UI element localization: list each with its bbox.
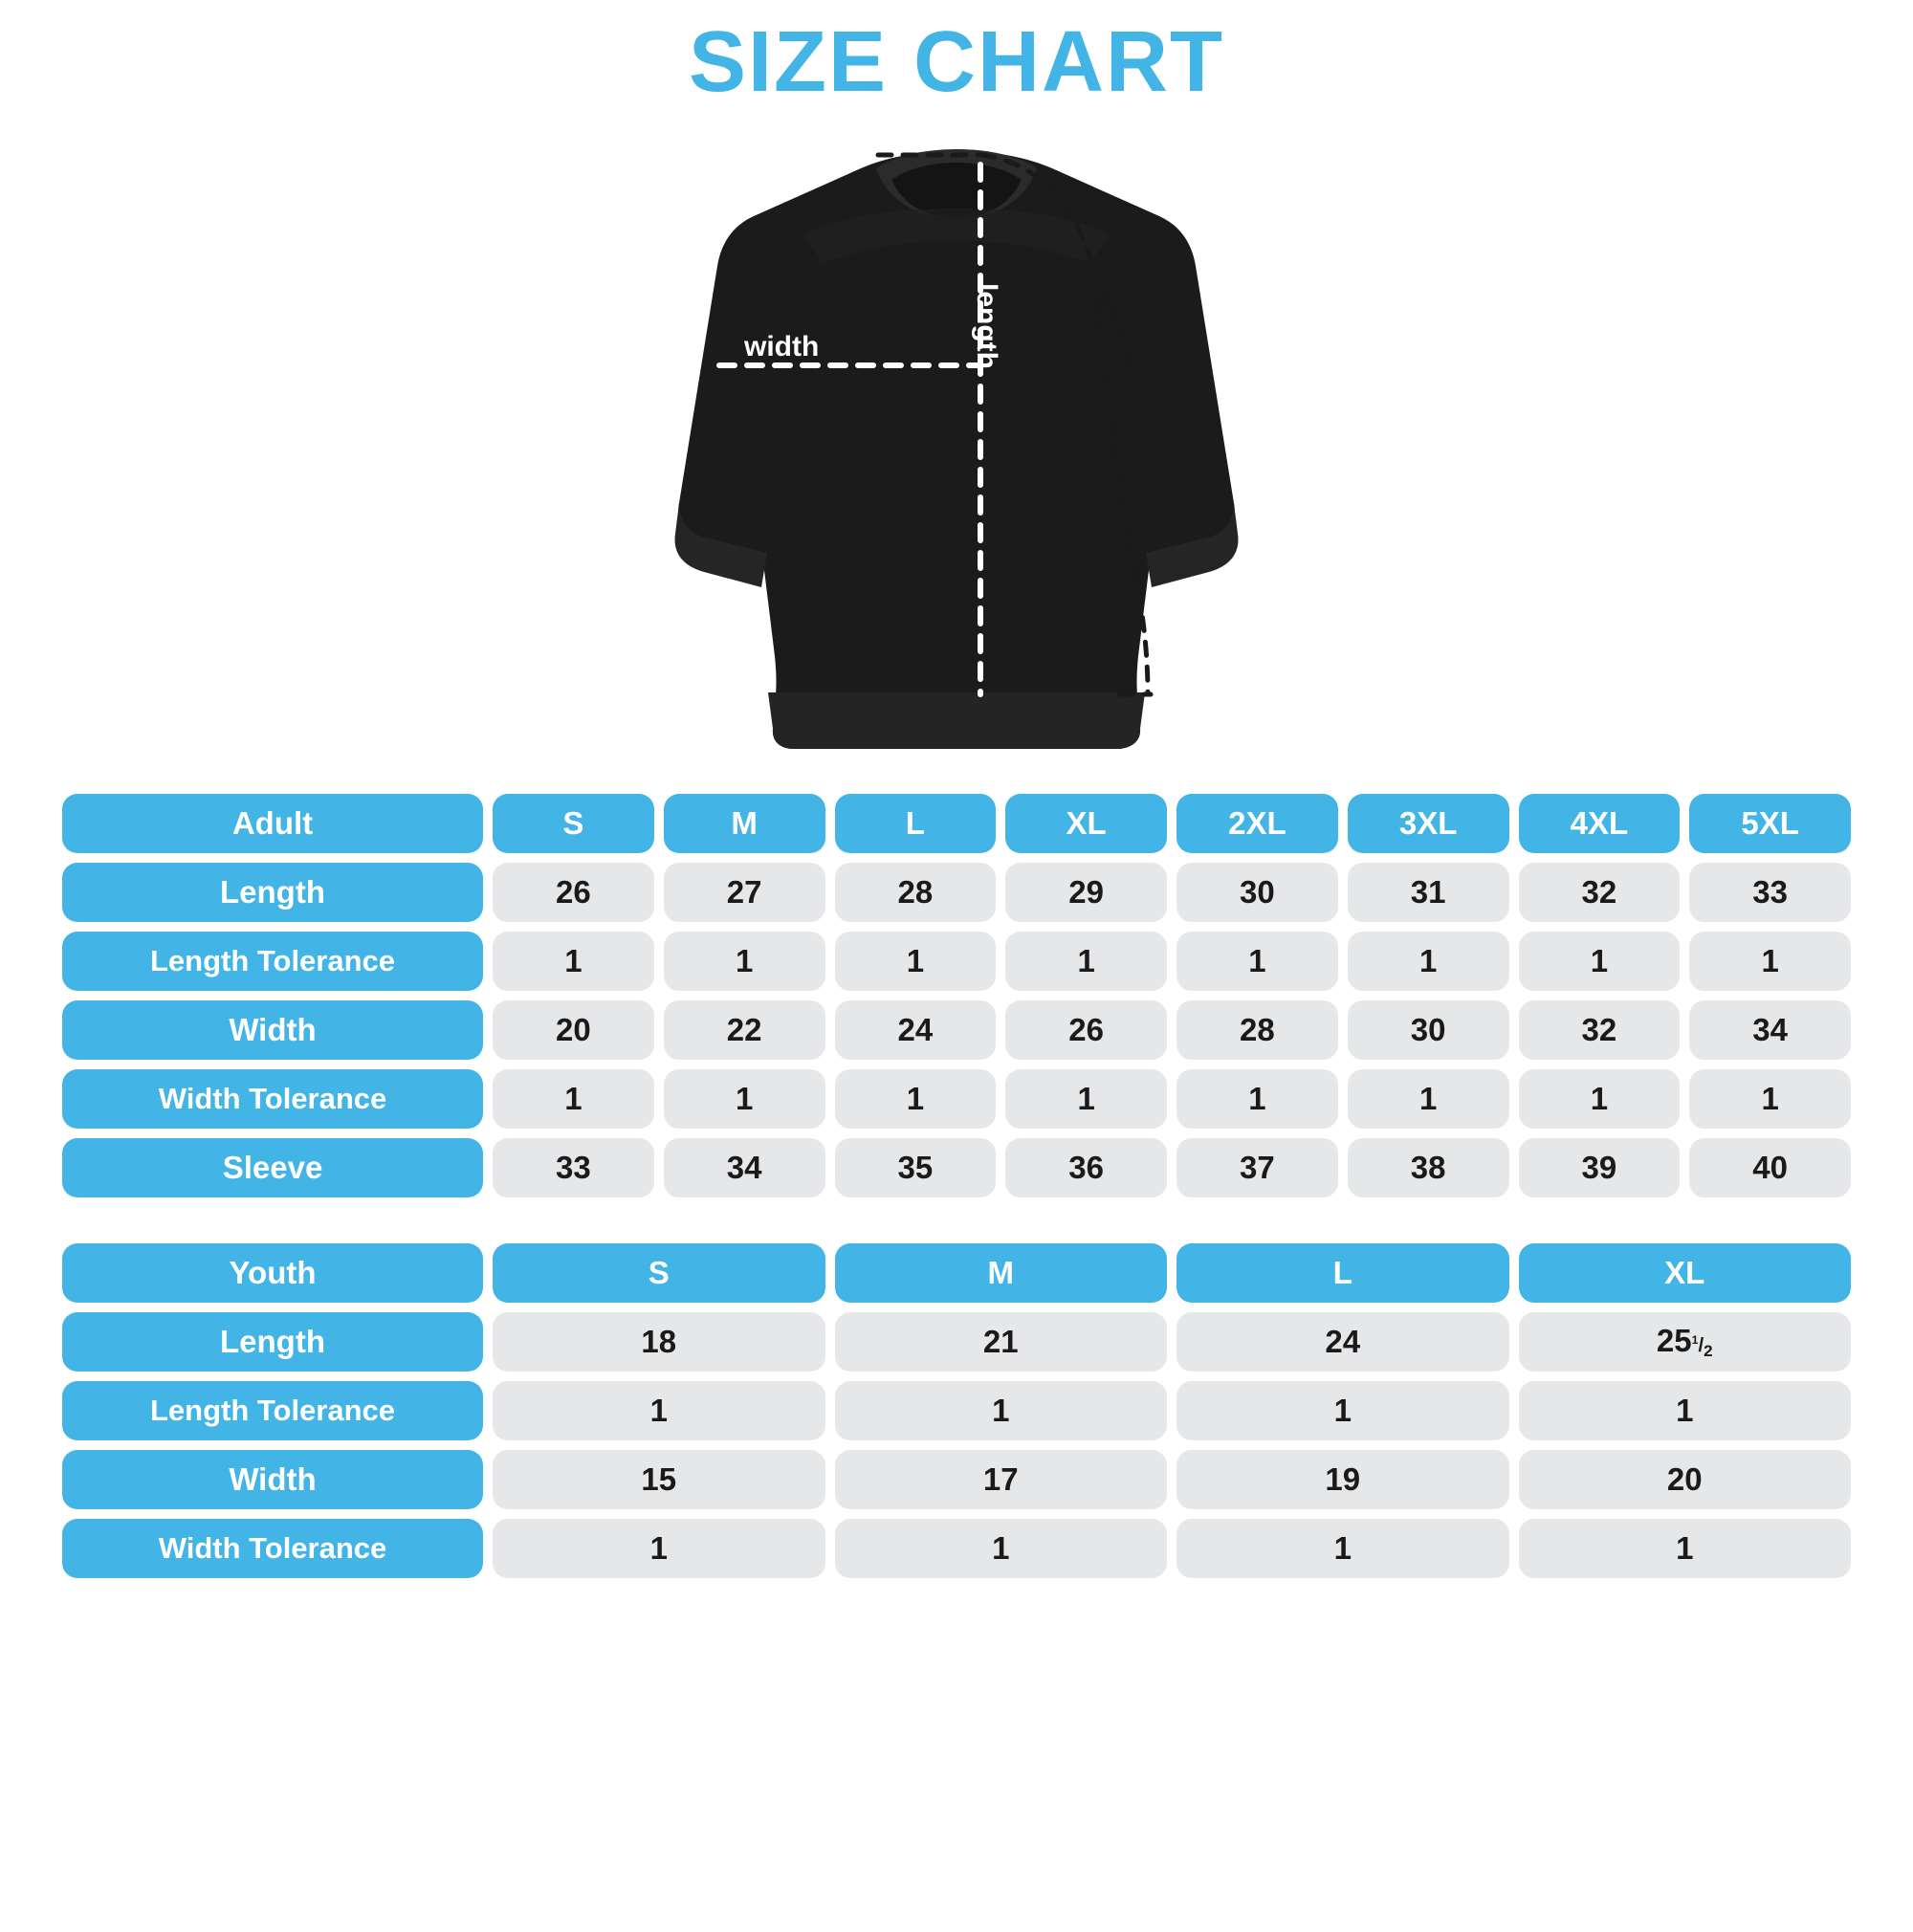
width-label: width <box>744 331 820 362</box>
table-row <box>62 1450 1851 1509</box>
table-row <box>62 1519 1851 1578</box>
youth-width-l: 19 <box>1176 1450 1509 1509</box>
adult-col-3xl: 3XL <box>1348 794 1509 853</box>
youth-width-tol-m: 1 <box>835 1519 1168 1578</box>
adult-width-tol-xl: 1 <box>1005 1069 1167 1129</box>
table-row <box>62 932 1851 991</box>
adult-width-l: 24 <box>835 1000 997 1060</box>
adult-length-tol-l: 1 <box>835 932 997 991</box>
adult-length-3xl: 31 <box>1348 863 1509 922</box>
adult-sleeve-l: 35 <box>835 1138 997 1197</box>
youth-row-label-length: Length <box>62 1312 483 1372</box>
youth-length-tol-l: 1 <box>1176 1381 1509 1440</box>
adult-width-m: 22 <box>664 1000 825 1060</box>
adult-header-label: Adult <box>62 794 483 853</box>
adult-width-4xl: 32 <box>1519 1000 1681 1060</box>
adult-width-tol-s: 1 <box>493 1069 654 1129</box>
youth-header-label: Youth <box>62 1243 483 1303</box>
adult-row-label-width: Width <box>62 1000 483 1060</box>
adult-length-tol-5xl: 1 <box>1689 932 1851 991</box>
table-row-header <box>62 794 1851 853</box>
adult-length-tol-m: 1 <box>664 932 825 991</box>
youth-row-label-length-tolerance: Length Tolerance <box>62 1381 483 1440</box>
youth-length-tol-m: 1 <box>835 1381 1168 1440</box>
adult-length-tol-3xl: 1 <box>1348 932 1509 991</box>
adult-length-m: 27 <box>664 863 825 922</box>
adult-length-s: 26 <box>493 863 654 922</box>
adult-sleeve-xl: 36 <box>1005 1138 1167 1197</box>
length-label: length <box>971 283 1002 369</box>
adult-col-s: S <box>493 794 654 853</box>
table-row <box>62 1069 1851 1129</box>
adult-col-m: M <box>664 794 825 853</box>
youth-length-m: 21 <box>835 1312 1168 1372</box>
adult-col-2xl: 2XL <box>1176 794 1338 853</box>
youth-length-s: 18 <box>493 1312 825 1372</box>
table-row <box>62 1000 1851 1060</box>
adult-length-2xl: 30 <box>1176 863 1338 922</box>
youth-row-label-width: Width <box>62 1450 483 1509</box>
adult-row-label-length-tolerance: Length Tolerance <box>62 932 483 991</box>
youth-col-m: M <box>835 1243 1168 1303</box>
adult-col-4xl: 4XL <box>1519 794 1681 853</box>
adult-sleeve-s: 33 <box>493 1138 654 1197</box>
adult-width-s: 20 <box>493 1000 654 1060</box>
table-row <box>62 1381 1851 1440</box>
garment-illustration-container <box>53 111 1860 780</box>
adult-row-label-sleeve: Sleeve <box>62 1138 483 1197</box>
adult-row-label-width-tolerance: Width Tolerance <box>62 1069 483 1129</box>
adult-width-5xl: 34 <box>1689 1000 1851 1060</box>
youth-col-l: L <box>1176 1243 1509 1303</box>
youth-width-tol-l: 1 <box>1176 1519 1509 1578</box>
youth-width-s: 15 <box>493 1450 825 1509</box>
table-row-header <box>62 1243 1851 1303</box>
adult-col-5xl: 5XL <box>1689 794 1851 853</box>
adult-sleeve-m: 34 <box>664 1138 825 1197</box>
youth-width-xl: 20 <box>1519 1450 1852 1509</box>
adult-sleeve-2xl: 37 <box>1176 1138 1338 1197</box>
adult-length-tol-4xl: 1 <box>1519 932 1681 991</box>
adult-length-5xl: 33 <box>1689 863 1851 922</box>
youth-length-tol-s: 1 <box>493 1381 825 1440</box>
size-chart-page <box>0 14 1913 1932</box>
adult-sleeve-4xl: 39 <box>1519 1138 1681 1197</box>
youth-col-xl: XL <box>1519 1243 1852 1303</box>
adult-length-l: 28 <box>835 863 997 922</box>
adult-width-tol-2xl: 1 <box>1176 1069 1338 1129</box>
adult-row-label-length: Length <box>62 863 483 922</box>
youth-row-label-width-tolerance: Width Tolerance <box>62 1519 483 1578</box>
youth-width-tol-xl: 1 <box>1519 1519 1852 1578</box>
adult-width-tol-3xl: 1 <box>1348 1069 1509 1129</box>
adult-size-table <box>53 784 1860 1207</box>
page-title: SIZE CHART <box>689 14 1224 110</box>
adult-width-tol-m: 1 <box>664 1069 825 1129</box>
adult-col-xl: XL <box>1005 794 1167 853</box>
youth-size-table <box>53 1234 1860 1588</box>
adult-width-tol-5xl: 1 <box>1689 1069 1851 1129</box>
youth-width-tol-s: 1 <box>493 1519 825 1578</box>
youth-col-s: S <box>493 1243 825 1303</box>
adult-width-xl: 26 <box>1005 1000 1167 1060</box>
adult-width-3xl: 30 <box>1348 1000 1509 1060</box>
youth-length-xl: $25^1/_2$ <box>1519 1312 1852 1372</box>
sweatshirt-illustration <box>641 121 1272 771</box>
table-row <box>62 1138 1851 1197</box>
adult-length-4xl: 32 <box>1519 863 1681 922</box>
adult-sleeve-3xl: 38 <box>1348 1138 1509 1197</box>
table-row <box>62 863 1851 922</box>
adult-width-2xl: 28 <box>1176 1000 1338 1060</box>
adult-length-tol-xl: 1 <box>1005 932 1167 991</box>
youth-length-tol-xl: 1 <box>1519 1381 1852 1440</box>
table-row <box>62 1312 1851 1372</box>
adult-length-tol-s: 1 <box>493 932 654 991</box>
adult-sleeve-5xl: 40 <box>1689 1138 1851 1197</box>
sleeve-label: sleeve <box>1091 284 1150 379</box>
youth-width-m: 17 <box>835 1450 1168 1509</box>
adult-width-tol-4xl: 1 <box>1519 1069 1681 1129</box>
adult-width-tol-l: 1 <box>835 1069 997 1129</box>
adult-length-xl: 29 <box>1005 863 1167 922</box>
youth-length-l: 24 <box>1176 1312 1509 1372</box>
adult-col-l: L <box>835 794 997 853</box>
adult-length-tol-2xl: 1 <box>1176 932 1338 991</box>
